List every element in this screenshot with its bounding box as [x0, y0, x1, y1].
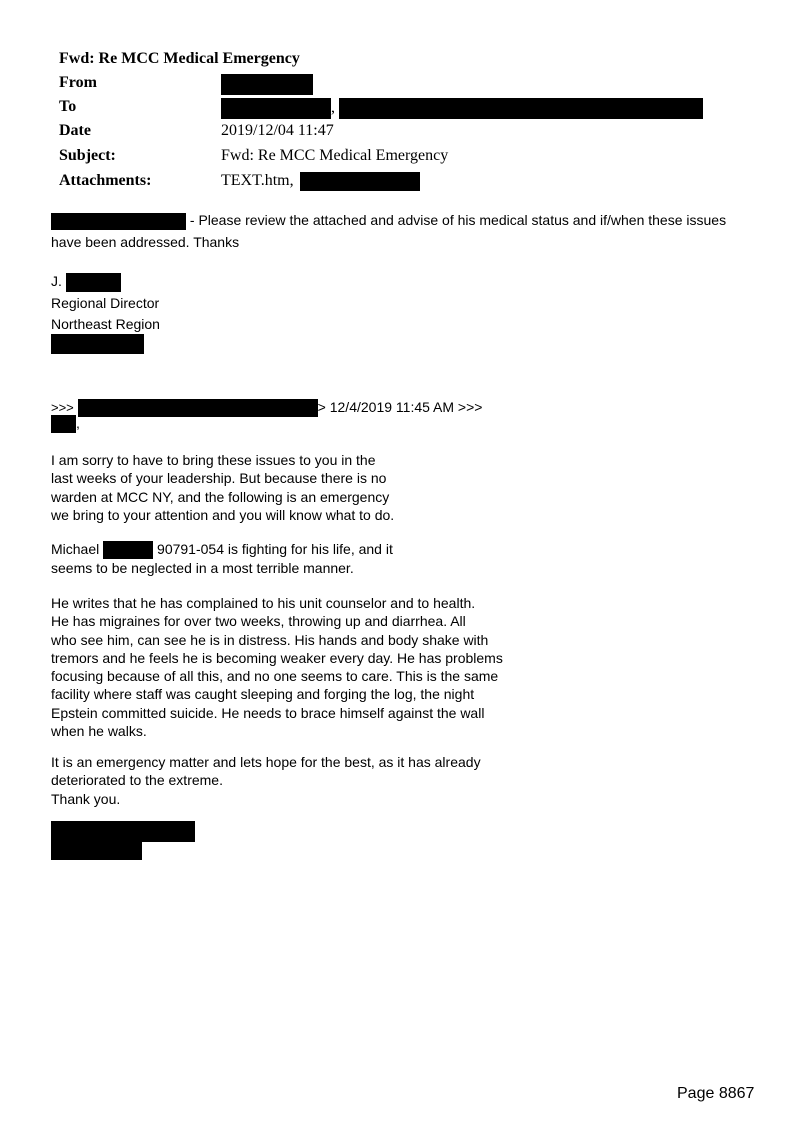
- message-line: who see him, can see he is in distress. His hands and body shake with: [51, 631, 489, 648]
- signature-initial: J.: [51, 273, 62, 289]
- to-label: To: [59, 98, 77, 115]
- message-line: tremors and he feels he is becoming weaker every day. He has problems: [51, 649, 503, 666]
- redaction-block: [66, 273, 121, 292]
- to-separator: ,: [331, 99, 335, 117]
- signature-contact-redacted: [51, 334, 144, 354]
- message-line: focusing because of all this, and no one seems to care. This is the same: [51, 668, 499, 685]
- redaction-block: [103, 541, 153, 559]
- attachments-label: Attachments:: [59, 172, 152, 189]
- message-line: facility where staff was caught sleeping and forging the log, the night: [51, 686, 475, 703]
- attachments-value: [221, 172, 420, 191]
- forwarded-greeting: [51, 414, 80, 433]
- forwarded-prefix: >>>: [51, 400, 74, 415]
- redaction-block: [339, 98, 703, 119]
- message-paragraph-4: [51, 753, 481, 808]
- redaction-block: [51, 415, 76, 433]
- message-paragraph-2: [51, 540, 393, 578]
- sender-name-redacted: [51, 821, 195, 842]
- message-line: He writes that he has complained to his unit counselor and to health.: [51, 595, 476, 611]
- page-number: Page 8867: [677, 1085, 755, 1102]
- message-line: [51, 540, 393, 559]
- inmate-number-line: 90791-054 is fighting for his life, and it: [153, 541, 393, 557]
- signature-name: [51, 272, 121, 292]
- redaction-block: [51, 334, 144, 354]
- message-paragraph-1: [51, 451, 394, 524]
- subject-value: Fwd: Re MCC Medical Emergency: [221, 147, 449, 164]
- inmate-first-name: Michael: [51, 541, 100, 557]
- to-value: [221, 98, 703, 119]
- cover-note-line-1: [51, 211, 726, 230]
- redaction-block: [300, 172, 420, 191]
- message-line: deteriorated to the extreme.: [51, 772, 223, 789]
- cover-note-text: - Please review the attached and advise of his medical status and if/when these issues: [186, 212, 727, 228]
- message-line: seems to be neglected in a most terrible manner.: [51, 560, 354, 577]
- redaction-block: [51, 213, 186, 230]
- message-line: Thank you.: [51, 790, 121, 807]
- message-line: He has migraines for over two weeks, throwing up and diarrhea. All: [51, 613, 466, 630]
- attachment-text-htm: TEXT.htm,: [221, 172, 294, 190]
- signature-region: Northeast Region: [51, 316, 160, 332]
- forwarded-timestamp: > 12/4/2019 11:45 AM >>>: [317, 399, 483, 415]
- signature-title: Regional Director: [51, 295, 160, 311]
- email-subject-title: Fwd: Re MCC Medical Emergency: [59, 50, 300, 67]
- date-label: Date: [59, 122, 91, 139]
- sender-detail-redacted: [51, 841, 142, 860]
- message-line: It is an emergency matter and lets hope for the best, as it has already: [51, 754, 481, 770]
- cover-note-line-2: have been addressed. Thanks: [51, 234, 240, 250]
- redaction-block: [78, 399, 318, 417]
- from-label: From: [59, 74, 97, 91]
- message-line: when he walks.: [51, 723, 147, 740]
- message-line: Epstein committed suicide. He needs to brace himself against the wall: [51, 704, 485, 721]
- message-line: last weeks of your leadership. But because there is no: [51, 470, 387, 487]
- date-value: 2019/12/04 11:47: [221, 122, 334, 139]
- greeting-comma: ,: [76, 415, 80, 431]
- subject-label: Subject:: [59, 147, 116, 164]
- from-value: [221, 74, 313, 95]
- message-line: warden at MCC NY, and the following is an emergency: [51, 488, 390, 505]
- message-line: we bring to your attention and you will know what to do.: [51, 506, 395, 523]
- redaction-block: [221, 98, 331, 119]
- forwarded-header: [51, 398, 482, 417]
- message-paragraph-3: [51, 594, 503, 740]
- message-line: I am sorry to have to bring these issues to you in the: [51, 452, 376, 468]
- redaction-block: [221, 74, 313, 95]
